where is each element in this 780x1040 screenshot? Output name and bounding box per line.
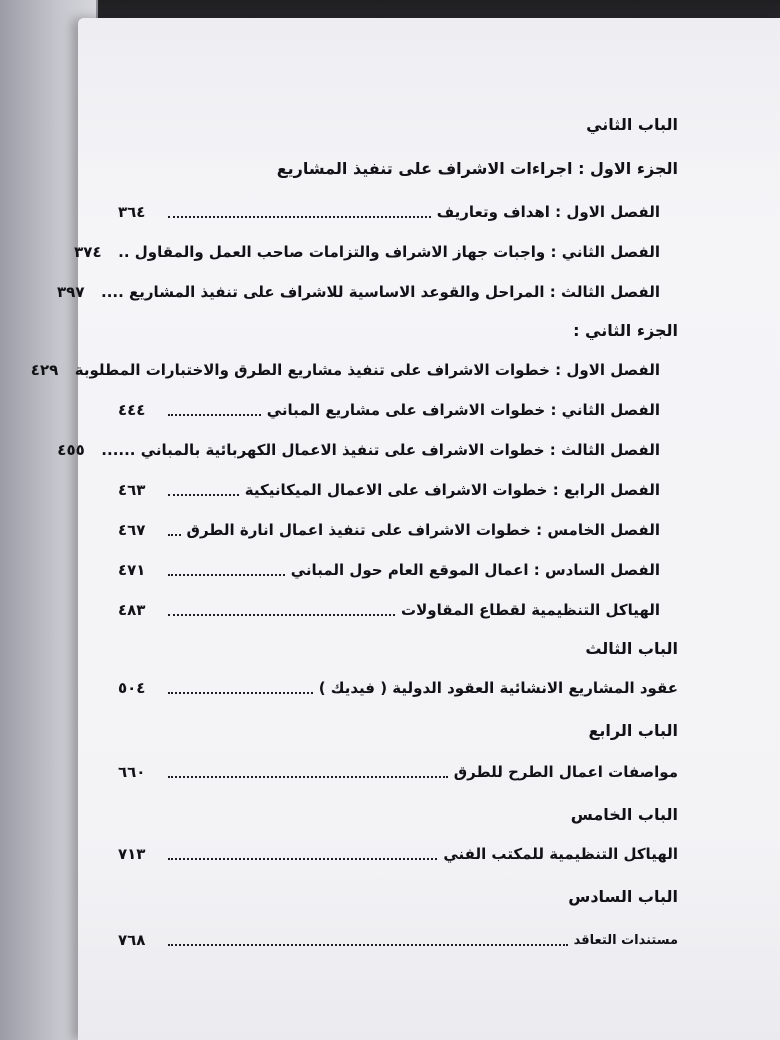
toc-entry bbox=[118, 924, 678, 956]
entry-title: الفصل السادس : اعمال الموقع العام حول المباني bbox=[290, 561, 660, 579]
toc-entry bbox=[118, 672, 678, 704]
toc-entry bbox=[118, 474, 678, 506]
dot-leader bbox=[168, 572, 285, 576]
page-number: ٣٩٧ bbox=[57, 283, 85, 301]
heading-bab3 bbox=[118, 632, 678, 664]
heading-bab6 bbox=[118, 880, 678, 912]
page-number: ٧١٣ bbox=[118, 845, 146, 863]
entry-title: الفصل الخامس : خطوات الاشراف على تنفيذ اعمال انارة الطرق bbox=[186, 521, 660, 539]
dot-leader bbox=[168, 774, 448, 778]
page-number: ٣٦٤ bbox=[118, 203, 146, 221]
heading-part2 bbox=[118, 314, 678, 346]
page-number: ٦٦٠ bbox=[118, 763, 146, 781]
entry-title: الفصل الثاني : واجبات جهاز الاشراف والتزامات صاحب العمل والمقاول .. bbox=[118, 243, 660, 261]
section-heading: الباب الرابع bbox=[588, 720, 678, 740]
heading-part1 bbox=[118, 152, 678, 184]
entry-title: الفصل الثاني : خطوات الاشراف على مشاريع المباني bbox=[266, 401, 660, 419]
dot-leader bbox=[168, 856, 437, 860]
part-heading: الجزء الاول : اجراءات الاشراف على تنفيذ المشاريع bbox=[276, 158, 678, 178]
entry-title: الفصل الرابع : خطوات الاشراف على الاعمال الميكانيكية bbox=[244, 481, 660, 499]
entry-title: مستندات التعاقد bbox=[573, 932, 678, 948]
page-number: ٣٧٤ bbox=[74, 243, 102, 261]
page-number: ٤٦٧ bbox=[118, 521, 146, 539]
heading-bab4 bbox=[118, 714, 678, 746]
page-number: ٤٨٣ bbox=[118, 601, 146, 619]
heading-bab5 bbox=[118, 798, 678, 830]
toc-entry bbox=[30, 354, 678, 386]
toc-entry bbox=[118, 514, 678, 546]
dot-leader bbox=[168, 612, 395, 616]
entry-title: عقود المشاريع الانشائية العقود الدولية ( فيديك ) bbox=[318, 679, 678, 697]
dot-leader bbox=[168, 412, 261, 416]
toc-entry bbox=[118, 838, 678, 870]
page-number: ٤٥٥ bbox=[57, 441, 85, 459]
dot-leader bbox=[168, 942, 568, 946]
page-number: ٤٧١ bbox=[118, 561, 146, 579]
toc-entry bbox=[74, 236, 678, 268]
section-heading: الباب السادس bbox=[568, 886, 678, 906]
toc-entry bbox=[57, 276, 678, 308]
page-number: ٥٠٤ bbox=[118, 679, 146, 697]
toc-entry bbox=[118, 196, 678, 228]
section-heading: الباب الخامس bbox=[570, 804, 678, 824]
entry-title: الفصل الاول : خطوات الاشراف على تنفيذ مشاريع الطرق والاختبارات المطلوبة bbox=[74, 361, 660, 379]
section-heading: الباب الثالث bbox=[585, 638, 678, 658]
page-number: ٤٢٩ bbox=[30, 361, 59, 379]
page-number: ٧٦٨ bbox=[118, 931, 146, 949]
section-heading: الباب الثاني bbox=[586, 114, 678, 134]
toc-entry bbox=[118, 594, 678, 626]
dot-leader bbox=[168, 214, 431, 218]
entry-title: مواصفات اعمال الطرح للطرق bbox=[453, 763, 678, 781]
entry-title: الفصل الثالث : المراحل والقوعد الاساسية للاشراف على تنفيذ المشاريع .... bbox=[101, 283, 660, 301]
part-heading: الجزء الثاني : bbox=[573, 320, 678, 340]
entry-title: الهياكل التنظيمية للمكتب الفني bbox=[443, 845, 678, 863]
dot-leader bbox=[168, 690, 313, 694]
toc-entry bbox=[118, 756, 678, 788]
dot-leader bbox=[168, 492, 239, 496]
toc-entry bbox=[118, 394, 678, 426]
toc-entry bbox=[118, 554, 678, 586]
page-number: ٤٦٣ bbox=[118, 481, 146, 499]
dot-leader bbox=[168, 532, 181, 536]
toc-entry bbox=[57, 434, 678, 466]
heading-bab2 bbox=[118, 108, 678, 140]
entry-title: الفصل الثالث : خطوات الاشراف على تنفيذ الاعمال الكهربائية بالمباني ...... bbox=[101, 441, 660, 459]
page-number: ٤٤٤ bbox=[118, 401, 146, 419]
entry-title: الهياكل التنظيمية لقطاع المقاولات bbox=[401, 601, 660, 619]
entry-title: الفصل الاول : اهداف وتعاريف bbox=[436, 203, 660, 221]
